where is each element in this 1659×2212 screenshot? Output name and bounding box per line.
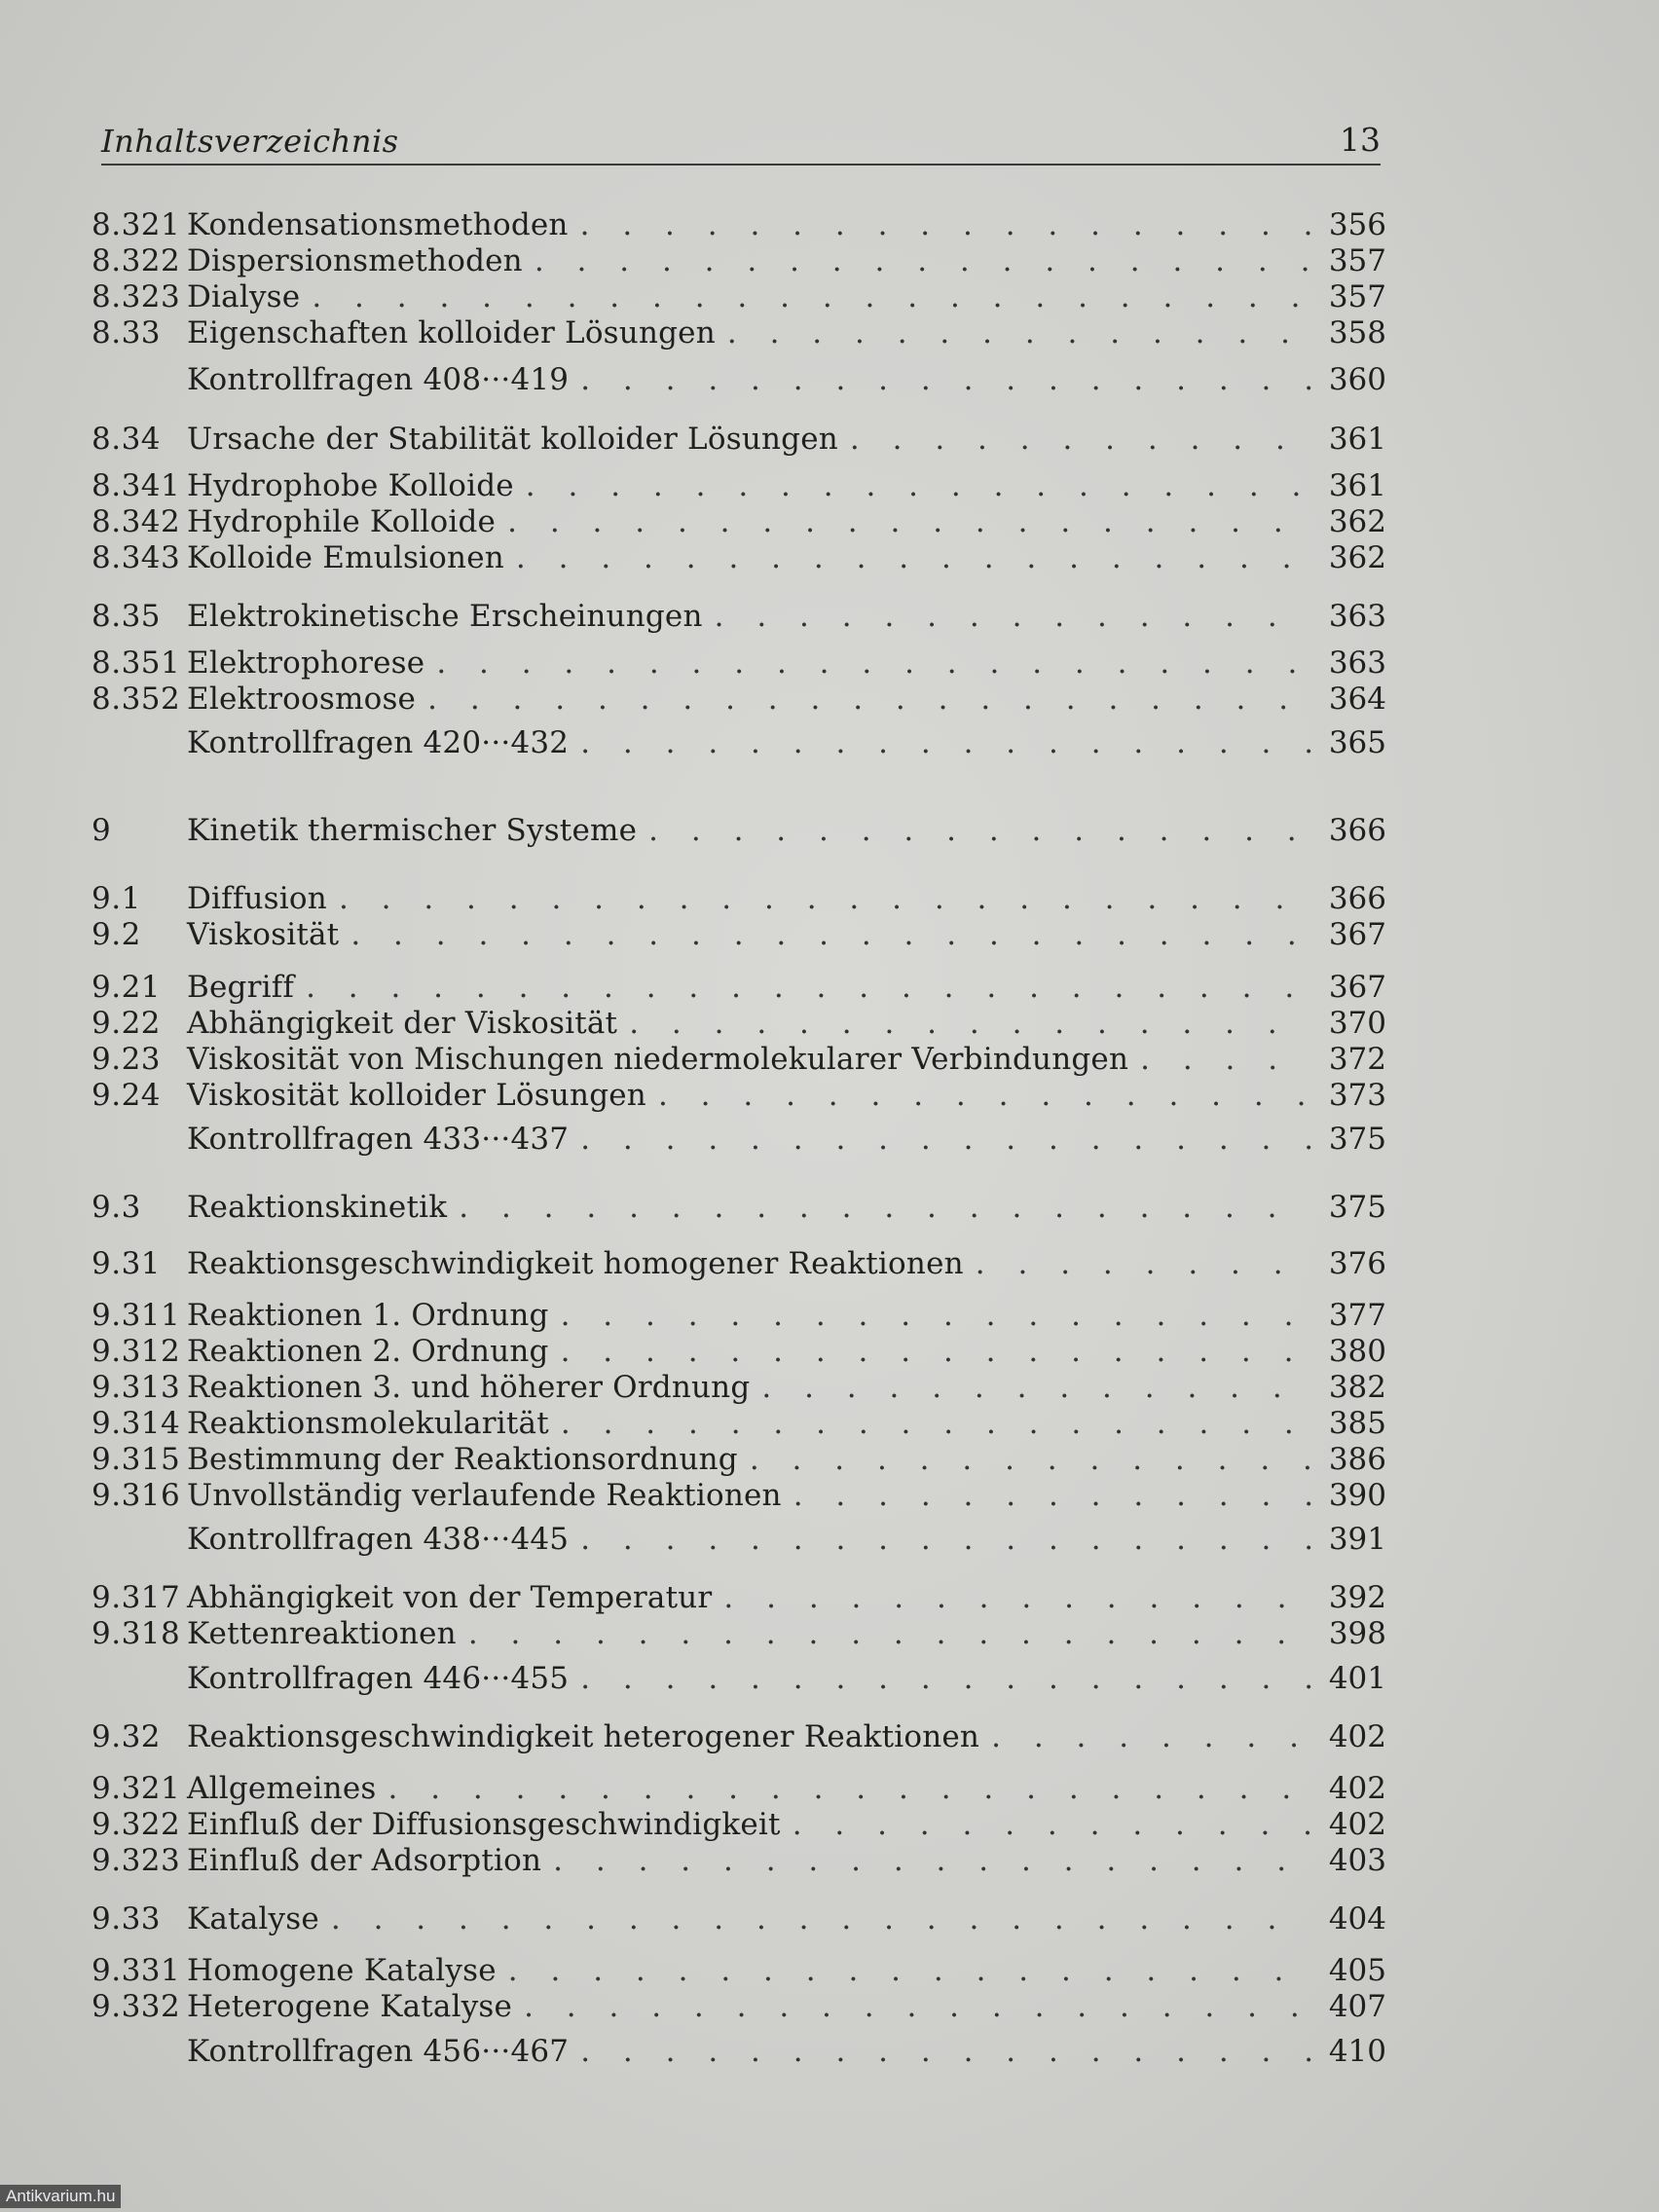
dot-leader [561,1333,1312,1370]
entry-number: 9.33 [92,1901,162,1936]
dot-leader [991,1718,1312,1755]
entry-title: Bestimmung der Reaktionsordnung [187,1442,738,1477]
entry-page: 402 [1328,1771,1386,1806]
toc-entry [92,503,1386,540]
entry-title: Abhängigkeit der Viskosität [187,1006,618,1041]
toc-entry [92,1579,1386,1616]
entry-number: 9.21 [92,970,162,1005]
entry-number: 9.3 [92,1190,141,1225]
entry-number: 8.321 [92,207,181,242]
dot-leader [387,1770,1312,1807]
entry-title: Reaktionsgeschwindigkeit heterogener Reaktionen [187,1719,980,1754]
toc-entry [92,724,1386,761]
entry-number: 9.315 [92,1442,181,1477]
dot-leader [976,1245,1312,1282]
entry-number: 9.313 [92,1370,181,1405]
entry-title: Hydrophile Kolloide [187,504,497,539]
entry-title: Kontrollfragen 446···455 [187,1661,570,1696]
toc-entry [92,1121,1386,1158]
dot-leader [535,242,1312,279]
dot-leader [580,1660,1312,1697]
toc-entry [92,1988,1386,2025]
entry-page: 386 [1328,1442,1386,1477]
entry-page: 360 [1328,362,1386,397]
toc-entry [92,681,1386,718]
dot-leader [658,1077,1312,1114]
entry-number: 9.321 [92,1771,181,1806]
dot-leader [715,598,1312,635]
entry-page: 391 [1328,1522,1386,1557]
dot-leader [750,1441,1312,1478]
entry-title: Ursache der Stabilität kolloider Lösungen [187,422,838,457]
toc-entry [92,1441,1386,1478]
entry-title: Allgemeines [187,1771,377,1806]
toc-entry [92,1245,1386,1282]
entry-page: 357 [1328,243,1386,278]
dot-leader [761,1369,1312,1406]
entry-title: Heterogene Katalyse [187,1989,513,2024]
entry-page: 403 [1328,1843,1386,1878]
dot-leader [561,1405,1312,1442]
entry-title: Abhängigkeit von der Temperatur [187,1580,713,1615]
entry-number: 8.33 [92,315,162,350]
entry-number: 8.323 [92,279,181,314]
entry-number: 8.322 [92,243,181,278]
entry-number: 9.31 [92,1246,162,1281]
dot-leader [507,503,1312,540]
toc-entry [92,645,1386,682]
dot-leader [427,681,1312,718]
entry-title: Viskosität [187,917,340,952]
entry-page: 361 [1328,468,1386,503]
dot-leader [436,645,1312,682]
entry-number: 8.342 [92,504,181,539]
dot-leader [648,812,1312,849]
entry-page: 370 [1328,1006,1386,1041]
toc-entry [92,1521,1386,1558]
dot-leader [723,1579,1312,1616]
entry-page: 366 [1328,881,1386,916]
dot-leader [580,1521,1312,1558]
toc-entry [92,598,1386,635]
toc-entry [92,206,1386,243]
entry-title: Elektroosmose [187,682,417,717]
entry-title: Reaktionskinetik [187,1190,448,1225]
dot-leader [580,1121,1312,1158]
entry-page: 407 [1328,1989,1386,2024]
entry-page: 372 [1328,1042,1386,1077]
toc-entry [92,880,1386,917]
entry-number: 8.343 [92,540,181,575]
toc-entry [92,1806,1386,1843]
entry-page: 410 [1328,2034,1386,2069]
entry-title: Kettenreaktionen [187,1616,457,1651]
toc-entry [92,1477,1386,1514]
entry-number: 9.314 [92,1406,181,1441]
entry-title: Hydrophobe Kolloide [187,468,514,503]
toc-entry [92,1900,1386,1937]
entry-title: Viskosität von Mischungen niedermolekularer Verbindungen [187,1042,1129,1077]
entry-page: 373 [1328,1078,1386,1113]
dot-leader [516,539,1312,576]
entry-number: 9.1 [92,881,141,916]
entry-title: Eigenschaften kolloider Lösungen [187,315,716,350]
entry-page: 402 [1328,1807,1386,1842]
entry-page: 362 [1328,504,1386,539]
toc-entry [92,1952,1386,1989]
entry-number: 9.317 [92,1580,181,1615]
toc-entry [92,1405,1386,1442]
toc-entry [92,969,1386,1006]
entry-number: 8.352 [92,682,181,717]
entry-page: 404 [1328,1901,1386,1936]
entry-number: 8.35 [92,599,162,634]
dot-leader [508,1952,1312,1989]
toc-entry [92,361,1386,398]
entry-number: 9.323 [92,1843,181,1878]
entry-number: 9.311 [92,1298,181,1333]
running-header [101,117,1381,166]
toc-entry [92,421,1386,458]
entry-page: 380 [1328,1334,1386,1369]
entry-title: Diffusion [187,881,327,916]
entry-page: 366 [1328,813,1386,848]
entry-page: 385 [1328,1406,1386,1441]
dot-leader [1140,1041,1312,1078]
entry-page: 356 [1328,207,1386,242]
toc-entry [92,1005,1386,1042]
entry-page: 382 [1328,1370,1386,1405]
dot-leader [553,1842,1312,1879]
entry-page: 365 [1328,725,1386,760]
entry-title: Kontrollfragen 420···432 [187,725,570,760]
dot-leader [350,916,1312,953]
entry-page: 358 [1328,315,1386,350]
entry-title: Reaktionen 3. und höherer Ordnung [187,1370,751,1405]
entry-title: Einfluß der Diffusionsgeschwindigkeit [187,1807,781,1842]
dot-leader [580,361,1312,398]
entry-page: 357 [1328,279,1386,314]
entry-page: 367 [1328,970,1386,1005]
dot-leader [629,1005,1312,1042]
dot-leader [312,278,1312,315]
entry-title: Kontrollfragen 456···467 [187,2034,570,2069]
dot-leader [459,1189,1312,1226]
dot-leader [580,2033,1312,2070]
entry-number: 8.34 [92,422,162,457]
entry-title: Kontrollfragen 408···419 [187,362,570,397]
entry-number: 9.331 [92,1953,181,1988]
entry-title: Einfluß der Adsorption [187,1843,542,1878]
dot-leader [561,1297,1312,1334]
entry-number: 9.22 [92,1006,162,1041]
entry-title: Kinetik thermischer Systeme [187,813,638,848]
entry-title: Reaktionen 1. Ordnung [187,1298,549,1333]
entry-page: 367 [1328,917,1386,952]
toc-entry [92,1077,1386,1114]
toc-entry [92,1770,1386,1807]
dot-leader [339,880,1312,917]
dot-leader [468,1615,1312,1652]
entry-number: 9.2 [92,917,141,952]
dot-leader [306,969,1312,1006]
entry-title: Kondensationsmethoden [187,207,569,242]
entry-page: 392 [1328,1580,1386,1615]
entry-page: 362 [1328,540,1386,575]
entry-page: 363 [1328,599,1386,634]
dot-leader [580,206,1312,243]
toc-entry [92,1615,1386,1652]
toc-entry [92,2033,1386,2070]
entry-title: Unvollständig verlaufende Reaktionen [187,1478,782,1513]
dot-leader [580,724,1312,761]
entry-title: Reaktionsmolekularität [187,1406,549,1441]
toc-entry [92,916,1386,953]
entry-page: 375 [1328,1122,1386,1157]
entry-title: Kontrollfragen 433···437 [187,1122,570,1157]
toc-entry [92,1297,1386,1334]
dot-leader [793,1806,1312,1843]
entry-page: 398 [1328,1616,1386,1651]
entry-page: 364 [1328,682,1386,717]
toc-entry [92,314,1386,351]
entry-title: Katalyse [187,1901,319,1936]
header-page-number: 13 [1340,121,1381,159]
entry-title: Kolloide Emulsionen [187,540,504,575]
dot-leader [524,1988,1312,2025]
toc-entry [92,467,1386,504]
entry-number: 9.322 [92,1807,181,1842]
entry-page: 402 [1328,1719,1386,1754]
entry-page: 390 [1328,1478,1386,1513]
dot-leader [727,314,1312,351]
toc-entry [92,278,1386,315]
toc-entry [92,1842,1386,1879]
entry-page: 375 [1328,1190,1386,1225]
entry-title: Kontrollfragen 438···445 [187,1522,570,1557]
entry-title: Reaktionsgeschwindigkeit homogener Reaktionen [187,1246,964,1281]
entry-page: 377 [1328,1298,1386,1333]
toc-entry [92,1369,1386,1406]
entry-page: 361 [1328,422,1386,457]
dot-leader [331,1900,1312,1937]
entry-number: 9 [92,813,112,848]
entry-number: 9.318 [92,1616,181,1651]
entry-title: Dialyse [187,279,301,314]
entry-title: Dispersionsmethoden [187,243,523,278]
entry-number: 8.351 [92,645,181,681]
toc-entry [92,812,1386,849]
entry-title: Homogene Katalyse [187,1953,497,1988]
entry-page: 376 [1328,1246,1386,1281]
entry-number: 8.341 [92,468,181,503]
header-title: Inhaltsverzeichnis [101,123,399,160]
toc-entry [92,1718,1386,1755]
entry-title: Viskosität kolloider Lösungen [187,1078,646,1113]
toc-entry [92,242,1386,279]
toc-entry [92,1041,1386,1078]
entry-page: 401 [1328,1661,1386,1696]
entry-number: 9.316 [92,1478,181,1513]
entry-number: 9.23 [92,1042,162,1077]
toc-entry [92,1660,1386,1697]
dot-leader [793,1477,1312,1514]
dot-leader [850,421,1312,458]
entry-title: Begriff [187,970,295,1005]
toc-entry [92,539,1386,576]
toc-entry [92,1189,1386,1226]
entry-number: 9.332 [92,1989,181,2024]
entry-title: Elektrokinetische Erscheinungen [187,599,703,634]
entry-title: Reaktionen 2. Ordnung [187,1334,549,1369]
entry-title: Elektrophorese [187,645,425,681]
dot-leader [526,467,1312,504]
entry-number: 9.312 [92,1334,181,1369]
entry-page: 363 [1328,645,1386,681]
entry-page: 405 [1328,1953,1386,1988]
watermark-label: Antikvarium.hu [0,2185,121,2208]
entry-number: 9.32 [92,1719,162,1754]
toc-entry [92,1333,1386,1370]
entry-number: 9.24 [92,1078,162,1113]
